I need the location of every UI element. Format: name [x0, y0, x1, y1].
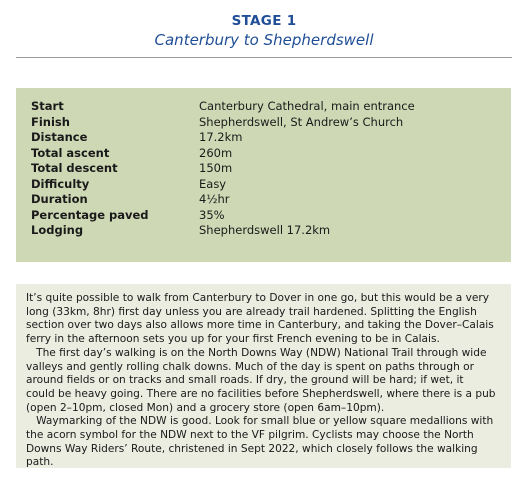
fact-value: 4½hr [199, 192, 230, 206]
description-line: It’s quite possible to walk from Canterbury to Dover in one go, but this would be a very [26, 292, 490, 304]
description-line: path. [26, 456, 54, 469]
fact-row-duration [31, 192, 511, 208]
description-line: (open 2–10pm, closed Mon) and a grocery store (open 6am–10pm). [26, 401, 385, 414]
fact-row-start [31, 99, 511, 115]
description-line: around fields or on tracks and small roads. If dry, the ground will be hard; if wet, it [26, 374, 464, 387]
fact-row-difficulty [31, 177, 511, 193]
description-line: ferry in the afternoon sets you up for your first French evening to be in Calais. [26, 333, 440, 346]
fact-label: Duration [31, 192, 88, 206]
description-line: long (33km, 8hr) first day unless you are already trail hardened. Splitting the English [26, 305, 477, 318]
fact-value: Shepherdswell, St Andrew’s Church [199, 114, 404, 129]
fact-value: Shepherdswell 17.2km [199, 223, 331, 237]
fact-label: Total descent [31, 161, 118, 175]
stage-facts-box [16, 88, 511, 262]
description-line: The first day’s walking is on the North Downs Way (NDW) National Trail through wide [26, 346, 487, 359]
fact-row-percentage-paved [31, 208, 511, 224]
stage-description-box [16, 284, 511, 468]
description-line: Waymarking of the NDW is good. Look for small blue or yellow square medallions with [26, 415, 494, 428]
header-divider [16, 57, 512, 58]
fact-row-total-ascent [31, 146, 511, 162]
description-line: could be heavy going. There are no facilities before Shepherdswell, where there is a pub [26, 387, 496, 400]
fact-row-lodging [31, 223, 511, 239]
description-line: Downs Way Riders’ Route, christened in Sept 2022, which closely follows the walking [26, 442, 478, 455]
stage-header [16, 12, 512, 50]
fact-value: Easy [199, 176, 227, 191]
fact-label: Total ascent [31, 145, 110, 160]
fact-label: Finish [31, 114, 70, 129]
fact-label: Lodging [31, 223, 84, 237]
fact-label: Start [31, 99, 64, 113]
fact-row-total-descent [31, 161, 511, 177]
description-line: the acorn symbol for the NDW next to the VF pilgrim. Cyclists may choose the North [26, 429, 474, 442]
fact-label: Percentage paved [31, 207, 149, 222]
fact-value: 35% [199, 207, 225, 222]
route-subtitle: Canterbury to Shepherdswell [154, 31, 374, 49]
stage-title: STAGE 1 [231, 13, 297, 29]
fact-value: 17.2km [199, 130, 243, 144]
description-line: section over two days also allows more time in Canterbury, and taking the Dover–Calais [26, 319, 494, 332]
fact-row-finish [31, 115, 511, 131]
fact-row-distance [31, 130, 511, 146]
fact-label: Difficulty [31, 176, 90, 191]
fact-label: Distance [31, 130, 88, 144]
fact-value: 150m [199, 161, 233, 175]
description-line: valleys and gently rolling chalk downs. Much of the day is spent on paths through or [26, 360, 474, 373]
fact-value: 260m [199, 145, 233, 160]
fact-value: Canterbury Cathedral, main entrance [199, 99, 415, 113]
